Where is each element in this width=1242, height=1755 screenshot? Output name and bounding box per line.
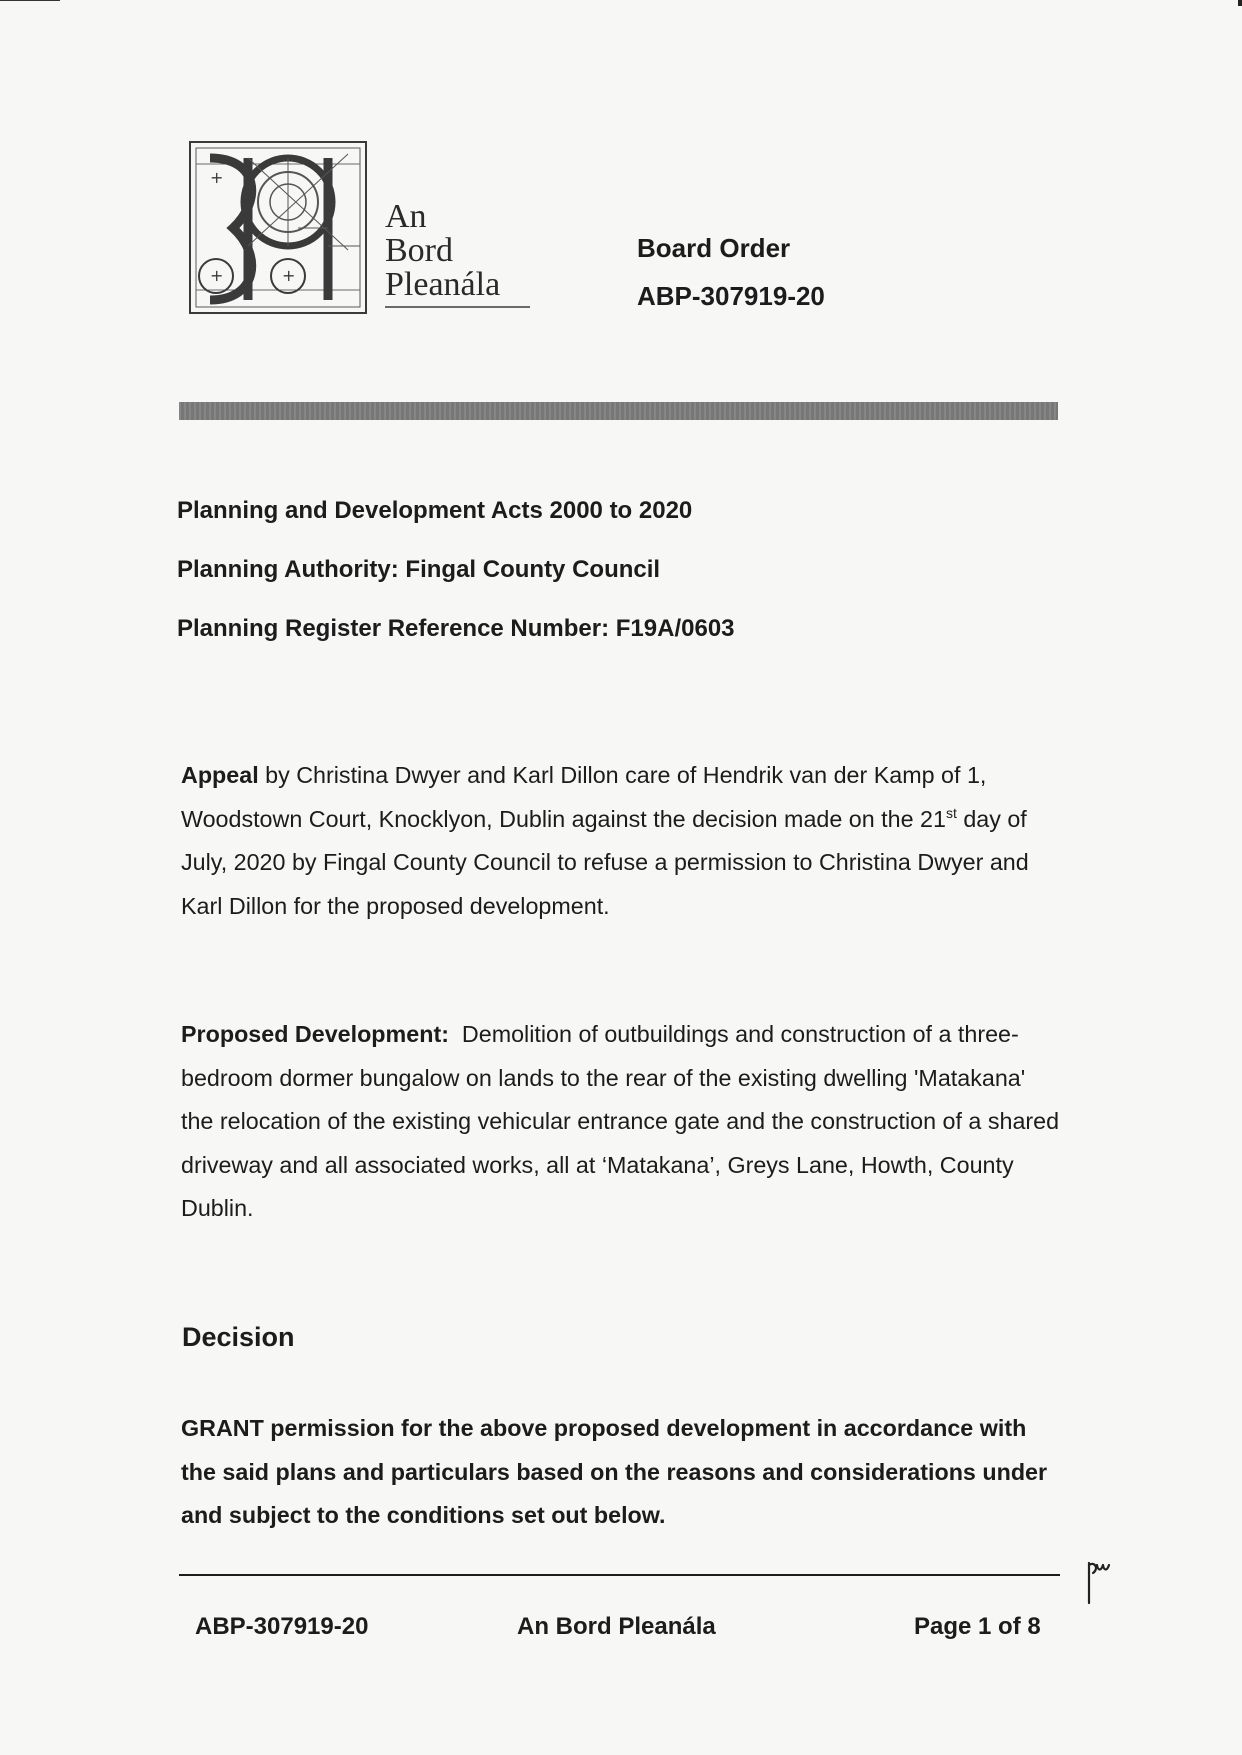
footer-page-number: Page 1 of 8 xyxy=(914,1613,1041,1640)
scan-artifact-line xyxy=(0,0,60,1)
appeal-paragraph xyxy=(181,754,1061,928)
svg-text:+: + xyxy=(282,266,296,285)
svg-text:+: + xyxy=(210,168,224,187)
register-reference: Planning Register Reference Number: F19A/0603 xyxy=(177,615,735,642)
appeal-text-part2: day of July, 2020 by Fingal County Council to refuse a permission to Christina Dwyer and Karl Dillon for the proposed development. xyxy=(181,805,1029,919)
scan-artifact-mark xyxy=(1238,0,1242,6)
footer-organisation: An Bord Pleanála xyxy=(517,1613,716,1640)
logo-wordmark xyxy=(385,200,500,302)
logo-line-pleanala: Pleanála xyxy=(385,266,501,303)
logo-underline xyxy=(385,306,530,308)
appeal-ordinal-suffix: st xyxy=(945,804,957,821)
legislation-heading: Planning and Development Acts 2000 to 2020 xyxy=(177,497,693,524)
document-reference: ABP-307919-20 xyxy=(637,281,825,311)
proposed-development-text: Demolition of outbuildings and construction of a three-bedroom dormer bungalow on lands to the rear of the existing dwelling 'Matakana' the relocation of the existing vehicular entrance gate and the construction of a shared driveway and all associated works, all at ‘Matakana’, Greys Lane, Howth, County Dublin. xyxy=(181,1021,1066,1221)
footer-rule xyxy=(179,1574,1060,1576)
proposed-development-paragraph xyxy=(181,1013,1066,1231)
document-title: Board Order xyxy=(637,233,791,263)
logo-line-bord: Bord xyxy=(385,232,453,269)
appeal-text-part1: by Christina Dwyer and Karl Dillon care of Hendrik van der Kamp of 1, Woodstown Court, Knocklyon, Dublin against the decision made on the 21 xyxy=(181,762,987,832)
header-divider-band xyxy=(179,402,1058,420)
decision-paragraph: GRANT permission for the above proposed development in accordance with the said plans and particulars based on the reasons and considerations under and subject to the conditions set out below. xyxy=(181,1415,1048,1528)
logo-emblem xyxy=(188,140,368,315)
appeal-label: Appeal xyxy=(181,762,259,788)
decision-heading: Decision xyxy=(182,1322,295,1352)
logo-line-an: An xyxy=(385,198,427,235)
proposed-development-label: Proposed Development: xyxy=(181,1021,449,1047)
footer-reference: ABP-307919-20 xyxy=(195,1613,369,1640)
svg-text:+: + xyxy=(210,266,224,285)
handwritten-initials-mark xyxy=(1085,1557,1115,1607)
planning-authority: Planning Authority: Fingal County Council xyxy=(177,556,661,583)
